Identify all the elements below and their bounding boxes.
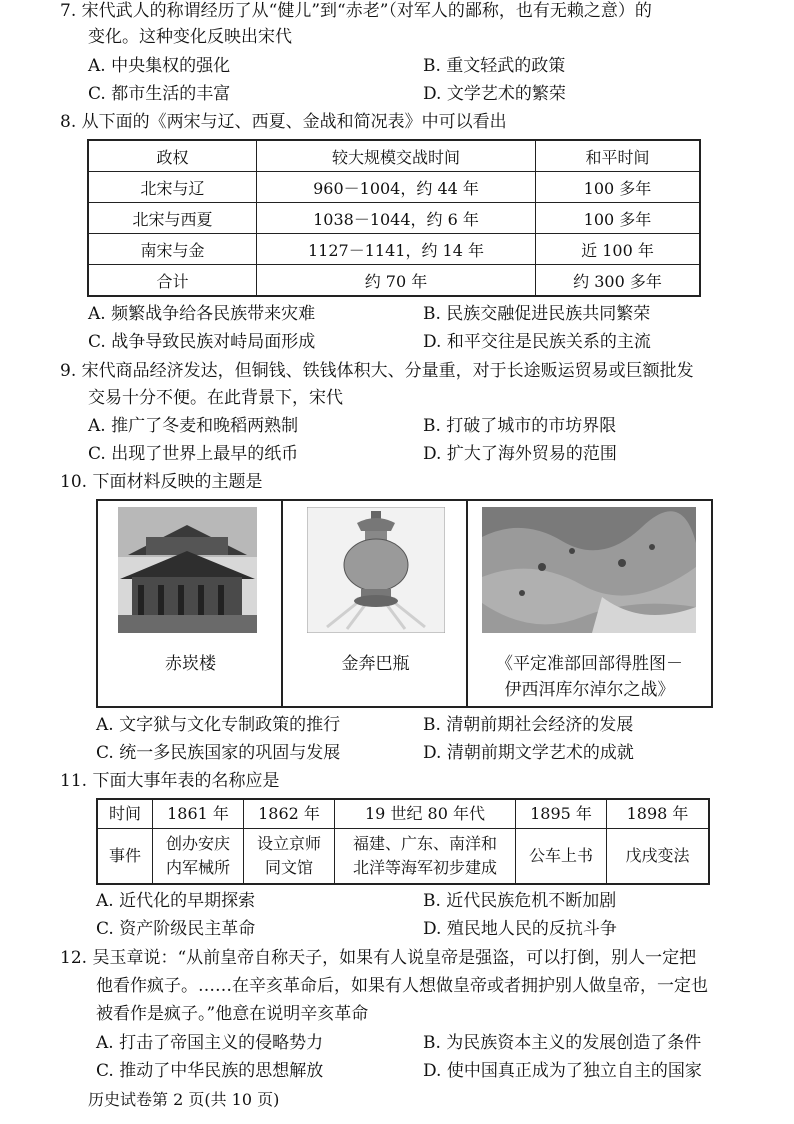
table-row: [88, 203, 700, 234]
image-panel-golden-urn: [281, 499, 468, 708]
table-cell: 1895 年: [516, 799, 607, 829]
q12-stem-line2: 他看作疯子。……在辛亥革命后，如果有人想做皇帝或者拥护别人做皇帝，一定也: [96, 976, 708, 996]
q11-stem: 11. 下面大事年表的名称应是: [60, 771, 280, 791]
q12-stem-line3: 被看作是疯子。”他意在说明辛亥革命: [96, 1004, 369, 1024]
q7-option-a: A. 中央集权的强化: [88, 56, 231, 76]
table-cell: 近 100 年: [536, 234, 701, 265]
event-line: 北洋等海军初步建成: [352, 858, 497, 877]
q12-option-d: D. 使中国真正成为了独立自主的国家: [423, 1061, 702, 1081]
q10-option-c: C. 统一多民族国家的巩固与发展: [96, 743, 341, 763]
q11-option-c: C. 资产阶级民主革命: [96, 919, 256, 939]
image-panel-battle-painting: [466, 499, 713, 708]
table-cell: 约 70 年: [257, 265, 536, 297]
q12-option-a: A. 打击了帝国主义的侵略势力: [96, 1033, 324, 1053]
image-panel-chikan-tower: [96, 499, 283, 708]
golden-urn-image: [307, 507, 445, 633]
table-cell: 南宋与金: [88, 234, 257, 265]
q10-option-a: A. 文字狱与文化专制政策的推行: [96, 715, 341, 735]
q8-option-d: D. 和平交往是民族关系的主流: [423, 332, 651, 352]
q8-table: [87, 139, 701, 297]
q7-option-b: B. 重文轻武的政策: [423, 56, 566, 76]
q12-option-c: C. 推动了中华民族的思想解放: [96, 1061, 324, 1081]
battle-painting-image: [482, 507, 696, 633]
table-cell: 100 多年: [536, 172, 701, 203]
table-cell: [153, 829, 244, 885]
table-row: [97, 829, 709, 885]
caption-painting-line2: 伊西洱库尔淖尔之战》: [504, 680, 675, 700]
chikan-tower-image: [118, 507, 257, 633]
q8-option-a: A. 频繁战争给各民族带来灾难: [88, 304, 316, 324]
q7-stem-line2: 变化。这种变化反映出宋代: [88, 27, 292, 47]
table-cell: 1861 年: [153, 799, 244, 829]
table-cell: 北宋与辽: [88, 172, 257, 203]
event-line: 创办安庆: [165, 834, 230, 853]
q10-stem: 10. 下面材料反映的主题是: [60, 472, 263, 492]
q9-option-a: A. 推广了冬麦和晚稻两熟制: [88, 416, 299, 436]
table-cell: 960－1004，约 44 年: [257, 172, 536, 203]
table-cell: 1038－1044，约 6 年: [257, 203, 536, 234]
q7-stem-line1: 7. 宋代武人的称谓经历了从“健儿”到“赤老”（对军人的鄙称，也有无赖之意）的: [60, 1, 652, 21]
q9-stem-line2: 交易十分不便。在此背景下，宋代: [88, 388, 343, 408]
table-header-cell: 和平时间: [536, 140, 701, 172]
q8-stem: 8. 从下面的《两宋与辽、西夏、金战和简况表》中可以看出: [60, 112, 507, 132]
q10-option-d: D. 清朝前期文学艺术的成就: [423, 743, 634, 763]
table-cell: 合计: [88, 265, 257, 297]
table-row: [88, 234, 700, 265]
event-line: 设立京师: [256, 834, 321, 853]
table-header-cell: 较大规模交战时间: [257, 140, 536, 172]
q12-stem-line1: 12. 吴玉章说：“从前皇帝自称天子，如果有人说皇帝是强盗，可以打倒，别人一定把: [60, 948, 697, 968]
q12-option-b: B. 为民族资本主义的发展创造了条件: [423, 1033, 702, 1053]
q9-option-c: C. 出现了世界上最早的纸币: [88, 444, 299, 464]
caption-golden-urn: 金奔巴瓶: [341, 654, 410, 674]
q11-option-b: B. 近代民族危机不断加剧: [423, 891, 617, 911]
q7-option-d: D. 文学艺术的繁荣: [423, 84, 566, 104]
table-cell: 100 多年: [536, 203, 701, 234]
table-header-cell: 政权: [88, 140, 257, 172]
table-header-cell: 事件: [97, 829, 153, 885]
table-row: [88, 265, 700, 297]
page-footer: 历史试卷第 2 页(共 10 页): [88, 1090, 280, 1109]
table-cell: 1898 年: [607, 799, 710, 829]
caption-painting-line1: 《平定准部回部得胜图－: [496, 654, 683, 674]
q9-option-b: B. 打破了城市的市坊界限: [423, 416, 617, 436]
q7-option-c: C. 都市生活的丰富: [88, 84, 231, 104]
event-line: 福建、广东、南洋和: [352, 834, 497, 853]
q8-option-b: B. 民族交融促进民族共同繁荣: [423, 304, 651, 324]
table-header-row: [88, 140, 700, 172]
table-cell: 19 世纪 80 年代: [335, 799, 516, 829]
caption-chikan-tower: 赤崁楼: [165, 654, 216, 674]
table-cell: 1127－1141，约 14 年: [257, 234, 536, 265]
table-cell: [244, 829, 335, 885]
event-line: 同文馆: [264, 858, 313, 877]
table-cell: 戊戌变法: [607, 829, 710, 885]
table-header-cell: 时间: [97, 799, 153, 829]
table-cell: [335, 829, 516, 885]
q11-option-a: A. 近代化的早期探索: [96, 891, 256, 911]
q11-option-d: D. 殖民地人民的反抗斗争: [423, 919, 617, 939]
table-cell: 约 300 多年: [536, 265, 701, 297]
event-line: 内军械所: [165, 858, 230, 877]
q8-option-c: C. 战争导致民族对峙局面形成: [88, 332, 316, 352]
table-row: [88, 172, 700, 203]
table-row: [97, 799, 709, 829]
q10-option-b: B. 清朝前期社会经济的发展: [423, 715, 634, 735]
q9-stem-line1: 9. 宋代商品经济发达，但铜钱、铁钱体积大、分量重，对于长途贩运贸易或巨额批发: [60, 361, 694, 381]
q9-option-d: D. 扩大了海外贸易的范围: [423, 444, 617, 464]
q11-table: [96, 798, 710, 885]
table-cell: 1862 年: [244, 799, 335, 829]
table-cell: 北宋与西夏: [88, 203, 257, 234]
table-cell: 公车上书: [516, 829, 607, 885]
